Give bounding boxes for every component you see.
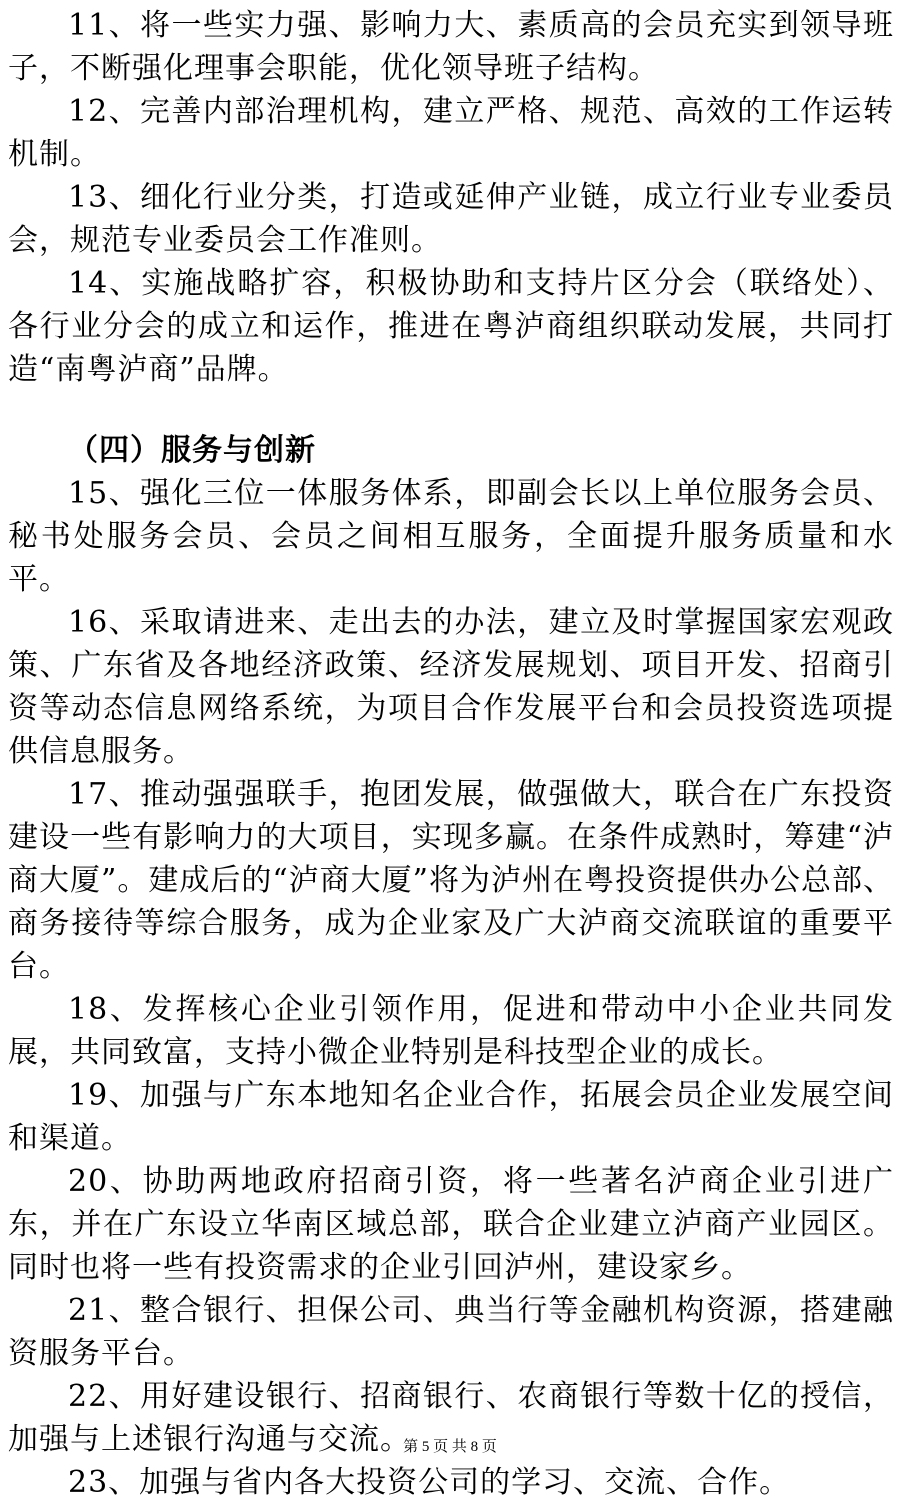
paragraph-15: 15、强化三位一体服务体系，即副会长以上单位服务会员、秘书处服务会员、会员之间相互服务，全面提升服务质量和水平。 bbox=[8, 476, 894, 597]
paragraph-21: 21、整合银行、担保公司、典当行等金融机构资源，搭建融资服务平台。 bbox=[8, 1293, 894, 1371]
paragraph-23: 23、加强与省内各大投资公司的学习、交流、合作。 bbox=[68, 1465, 791, 1500]
paragraph-17: 17、推动强强联手，抱团发展，做强做大，联合在广东投资建设一些有影响力的大项目，实现多赢。在条件成熟时，筹建“泸商大厦”。建成后的“泸商大厦”将为泸州在粤投资提供办公总部、商务接待等综合服务，成为企业家及广大泸商交流联谊的重要平台。 bbox=[8, 777, 895, 984]
paragraph-16: 16、采取请进来、走出去的办法，建立及时掌握国家宏观政策、广东省及各地经济政策、经济发展规划、项目开发、招商引资等动态信息网络系统，为项目合作发展平台和会员投资选项提供信息服务。 bbox=[8, 605, 894, 769]
paragraph-11: 11、将一些实力强、影响力大、素质高的会员充实到领导班子，不断强化理事会职能，优化领导班子结构。 bbox=[8, 8, 894, 86]
paragraph-20: 20、协助两地政府招商引资，将一些著名泸商企业引进广东，并在广东设立华南区域总部，联合企业建立泸商产业园区。同时也将一些有投资需求的企业引回泸州，建设家乡。 bbox=[8, 1164, 894, 1285]
paragraph-12: 12、完善内部治理机构，建立严格、规范、高效的工作运转机制。 bbox=[8, 94, 894, 172]
document-page bbox=[8, 0, 894, 1504]
paragraph-13: 13、细化行业分类，打造或延伸产业链，成立行业专业委员会，规范专业委员会工作准则。 bbox=[8, 180, 894, 258]
paragraph-14: 14、实施战略扩容，积极协助和支持片区分会（联络处）、各行业分会的成立和运作，推进在粤泸商组织联动发展，共同打造“南粤泸商”品牌。 bbox=[8, 266, 894, 387]
page-footer: 第 5 页 共 8 页 bbox=[403, 1439, 497, 1455]
paragraph-18: 18、发挥核心企业引领作用，促进和带动中小企业共同发展，共同致富，支持小微企业特别是科技型企业的成长。 bbox=[8, 992, 894, 1070]
paragraph-19: 19、加强与广东本地知名企业合作，拓展会员企业发展空间和渠道。 bbox=[8, 1078, 894, 1156]
paragraph-22: 22、用好建设银行、招商银行、农商银行等数十亿的授信，加强与上述银行沟通与交流。 bbox=[8, 1379, 894, 1457]
section-heading: （四）服务与创新 bbox=[68, 433, 316, 468]
